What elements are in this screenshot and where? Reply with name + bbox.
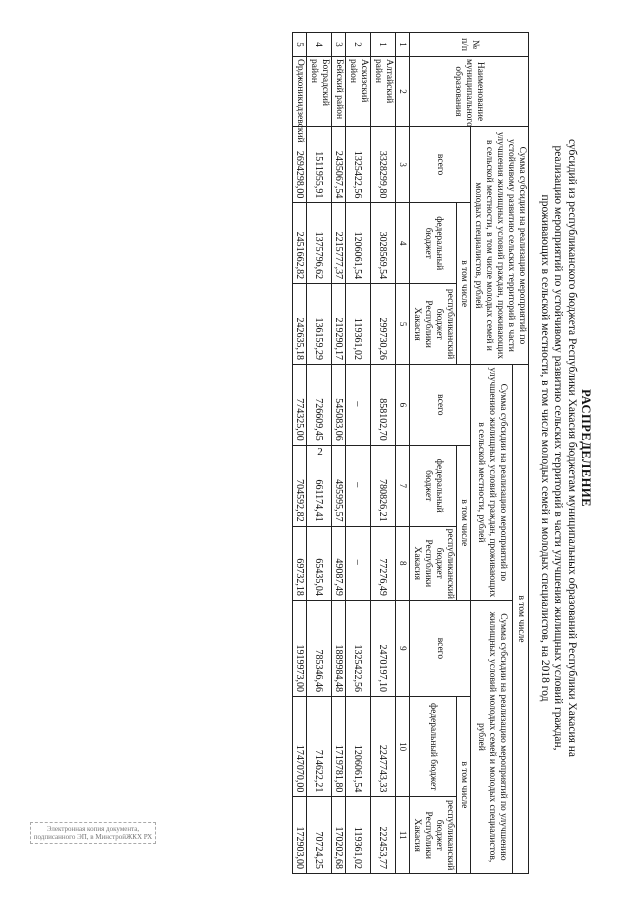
amount-cell: 1325422,56	[345, 126, 370, 202]
table-row	[306, 33, 331, 874]
header-federal: федеральный бюджет	[409, 445, 456, 526]
table-row	[370, 33, 395, 874]
amount-cell: 714622,21	[306, 696, 331, 796]
amount-cell: 69732,18	[292, 526, 306, 600]
header-group2: Сумма субсидии на реализацию мероприятий по улучшению жилищных условий граждан, проживающих в сельской местности, рублей	[470, 364, 512, 600]
header-federal: федеральный бюджет	[409, 203, 456, 284]
col-number: 9	[395, 600, 409, 696]
col-number: 2	[395, 57, 409, 127]
document-title	[537, 32, 592, 864]
amount-cell: 2694298,00	[292, 126, 306, 202]
title-line: субсидий из республиканского бюджета Республики Хакасия бюджетам муниципальных образований Республики Хакасия на	[566, 138, 579, 758]
amount-cell: 780826,21	[370, 445, 395, 526]
amount-cell: 2435067,54	[331, 126, 345, 202]
amount-cell: 49087,49	[331, 526, 345, 600]
table-row	[331, 33, 345, 874]
amount-cell: 170202,68	[331, 797, 345, 874]
col-number: 4	[395, 203, 409, 284]
header-total: всего	[409, 600, 470, 696]
amount-cell: 1747070,00	[292, 696, 306, 796]
header-group1: Сумма субсидии на реализацию мероприятий по устойчивому развитию сельских территорий в части улучшения жилищных условий граждан, проживающих в сельской местности, в том числе молодых семей и молодых специалистов, рублей	[470, 126, 528, 364]
amount-cell: 3328299,80	[370, 126, 395, 202]
header-no: № п/п	[409, 33, 528, 57]
header-federal: федеральный бюджет	[409, 696, 456, 796]
municipality-name: Алтайский район	[370, 57, 395, 127]
amount-cell: 299730,26	[370, 284, 395, 365]
amount-cell: 3028569,54	[370, 203, 395, 284]
col-number: 1	[395, 33, 409, 57]
header-republic: республиканский бюджет Республики Хакасия	[409, 284, 456, 365]
amount-cell: 2451662,82	[292, 203, 306, 284]
amount-cell: –	[345, 526, 370, 600]
amount-cell: 2470197,10	[370, 600, 395, 696]
header-total: всего	[409, 364, 470, 445]
header-republic: республиканский бюджет Республики Хакасия	[409, 797, 456, 874]
amount-cell: 495995,57	[331, 445, 345, 526]
amount-cell: 858102,70	[370, 364, 395, 445]
page-number: 2	[317, 446, 323, 458]
municipality-name: Орджоникидзевский	[292, 57, 306, 127]
rotated-document	[152, 32, 593, 871]
header-group3: Сумма субсидии на реализацию мероприятий по улучшению жилищных условий молодых семей и молодых специалистов, рублей	[470, 600, 512, 873]
amount-cell: 1206061,54	[345, 203, 370, 284]
amount-cell: 2247743,33	[370, 696, 395, 796]
amount-cell: 1889984,48	[331, 600, 345, 696]
amount-cell: 219290,17	[331, 284, 345, 365]
row-number: 2	[345, 33, 370, 57]
amount-cell: 1919973,00	[292, 600, 306, 696]
header-in-that-number: в том числе	[456, 203, 470, 365]
amount-cell: 704592,82	[292, 445, 306, 526]
amount-cell: 119361,02	[345, 284, 370, 365]
row-number: 1	[370, 33, 395, 57]
header-total: всего	[409, 126, 470, 202]
col-number: 7	[395, 445, 409, 526]
col-number: 10	[395, 696, 409, 796]
amount-cell: 1325422,56	[345, 600, 370, 696]
row-number: 3	[331, 33, 345, 57]
col-number: 5	[395, 284, 409, 365]
header-name: Наименование муниципального образования	[409, 57, 528, 127]
amount-cell: 172903,00	[292, 797, 306, 874]
header-in-that-number: в том числе	[456, 696, 470, 873]
table-row	[292, 33, 306, 874]
header-in-that-number: в том числе	[456, 445, 470, 600]
amount-cell: –	[345, 364, 370, 445]
amount-cell: 222453,77	[370, 797, 395, 874]
amount-cell: 545083,06	[331, 364, 345, 445]
amount-cell: 77276,49	[370, 526, 395, 600]
amount-cell: –	[345, 445, 370, 526]
electronic-copy-stamp: Электронная копия документа, подписанного ЭП, в МинстройЖКХ РХ	[30, 822, 156, 844]
amount-cell: 70724,25	[306, 797, 331, 874]
row-number: 5	[292, 33, 306, 57]
municipality-name: Бейский район	[331, 57, 345, 127]
row-number: 4	[306, 33, 331, 57]
header-in-that-number: в том числе	[512, 364, 528, 873]
column-number-row	[395, 33, 409, 874]
amount-cell: 136159,29	[306, 284, 331, 365]
amount-cell: 119361,02	[345, 797, 370, 874]
col-number: 6	[395, 364, 409, 445]
amount-cell: 1375796,62	[306, 203, 331, 284]
amount-cell: 65435,04	[306, 526, 331, 600]
table-row	[345, 33, 370, 874]
municipality-name: Боградский район	[306, 57, 331, 127]
amount-cell: 661174,41	[306, 445, 331, 526]
amount-cell: 726609,45	[306, 364, 331, 445]
subsidy-table	[292, 32, 529, 874]
amount-cell: 242635,18	[292, 284, 306, 365]
amount-cell: 1511955,91	[306, 126, 331, 202]
amount-cell: 1719781,80	[331, 696, 345, 796]
col-number: 8	[395, 526, 409, 600]
amount-cell: 774325,00	[292, 364, 306, 445]
amount-cell: 2215777,37	[331, 203, 345, 284]
table-body	[292, 33, 395, 874]
col-number: 3	[395, 126, 409, 202]
amount-cell: 785346,46	[306, 600, 331, 696]
title-heading: РАСПРЕДЕЛЕНИЕ	[579, 389, 593, 507]
header-republic: республиканский бюджет Республики Хакасия	[409, 526, 456, 600]
col-number: 11	[395, 797, 409, 874]
title-line: проживающих в сельской местности, в том числе молодых семей и молодых специалистов, на 2018 год	[538, 194, 551, 702]
title-line: реализацию мероприятий по устойчивому развитию сельских территорий в части улучшения жилищных условий граждан,	[552, 145, 565, 751]
amount-cell: 1206061,54	[345, 696, 370, 796]
municipality-name: Аскизский район	[345, 57, 370, 127]
